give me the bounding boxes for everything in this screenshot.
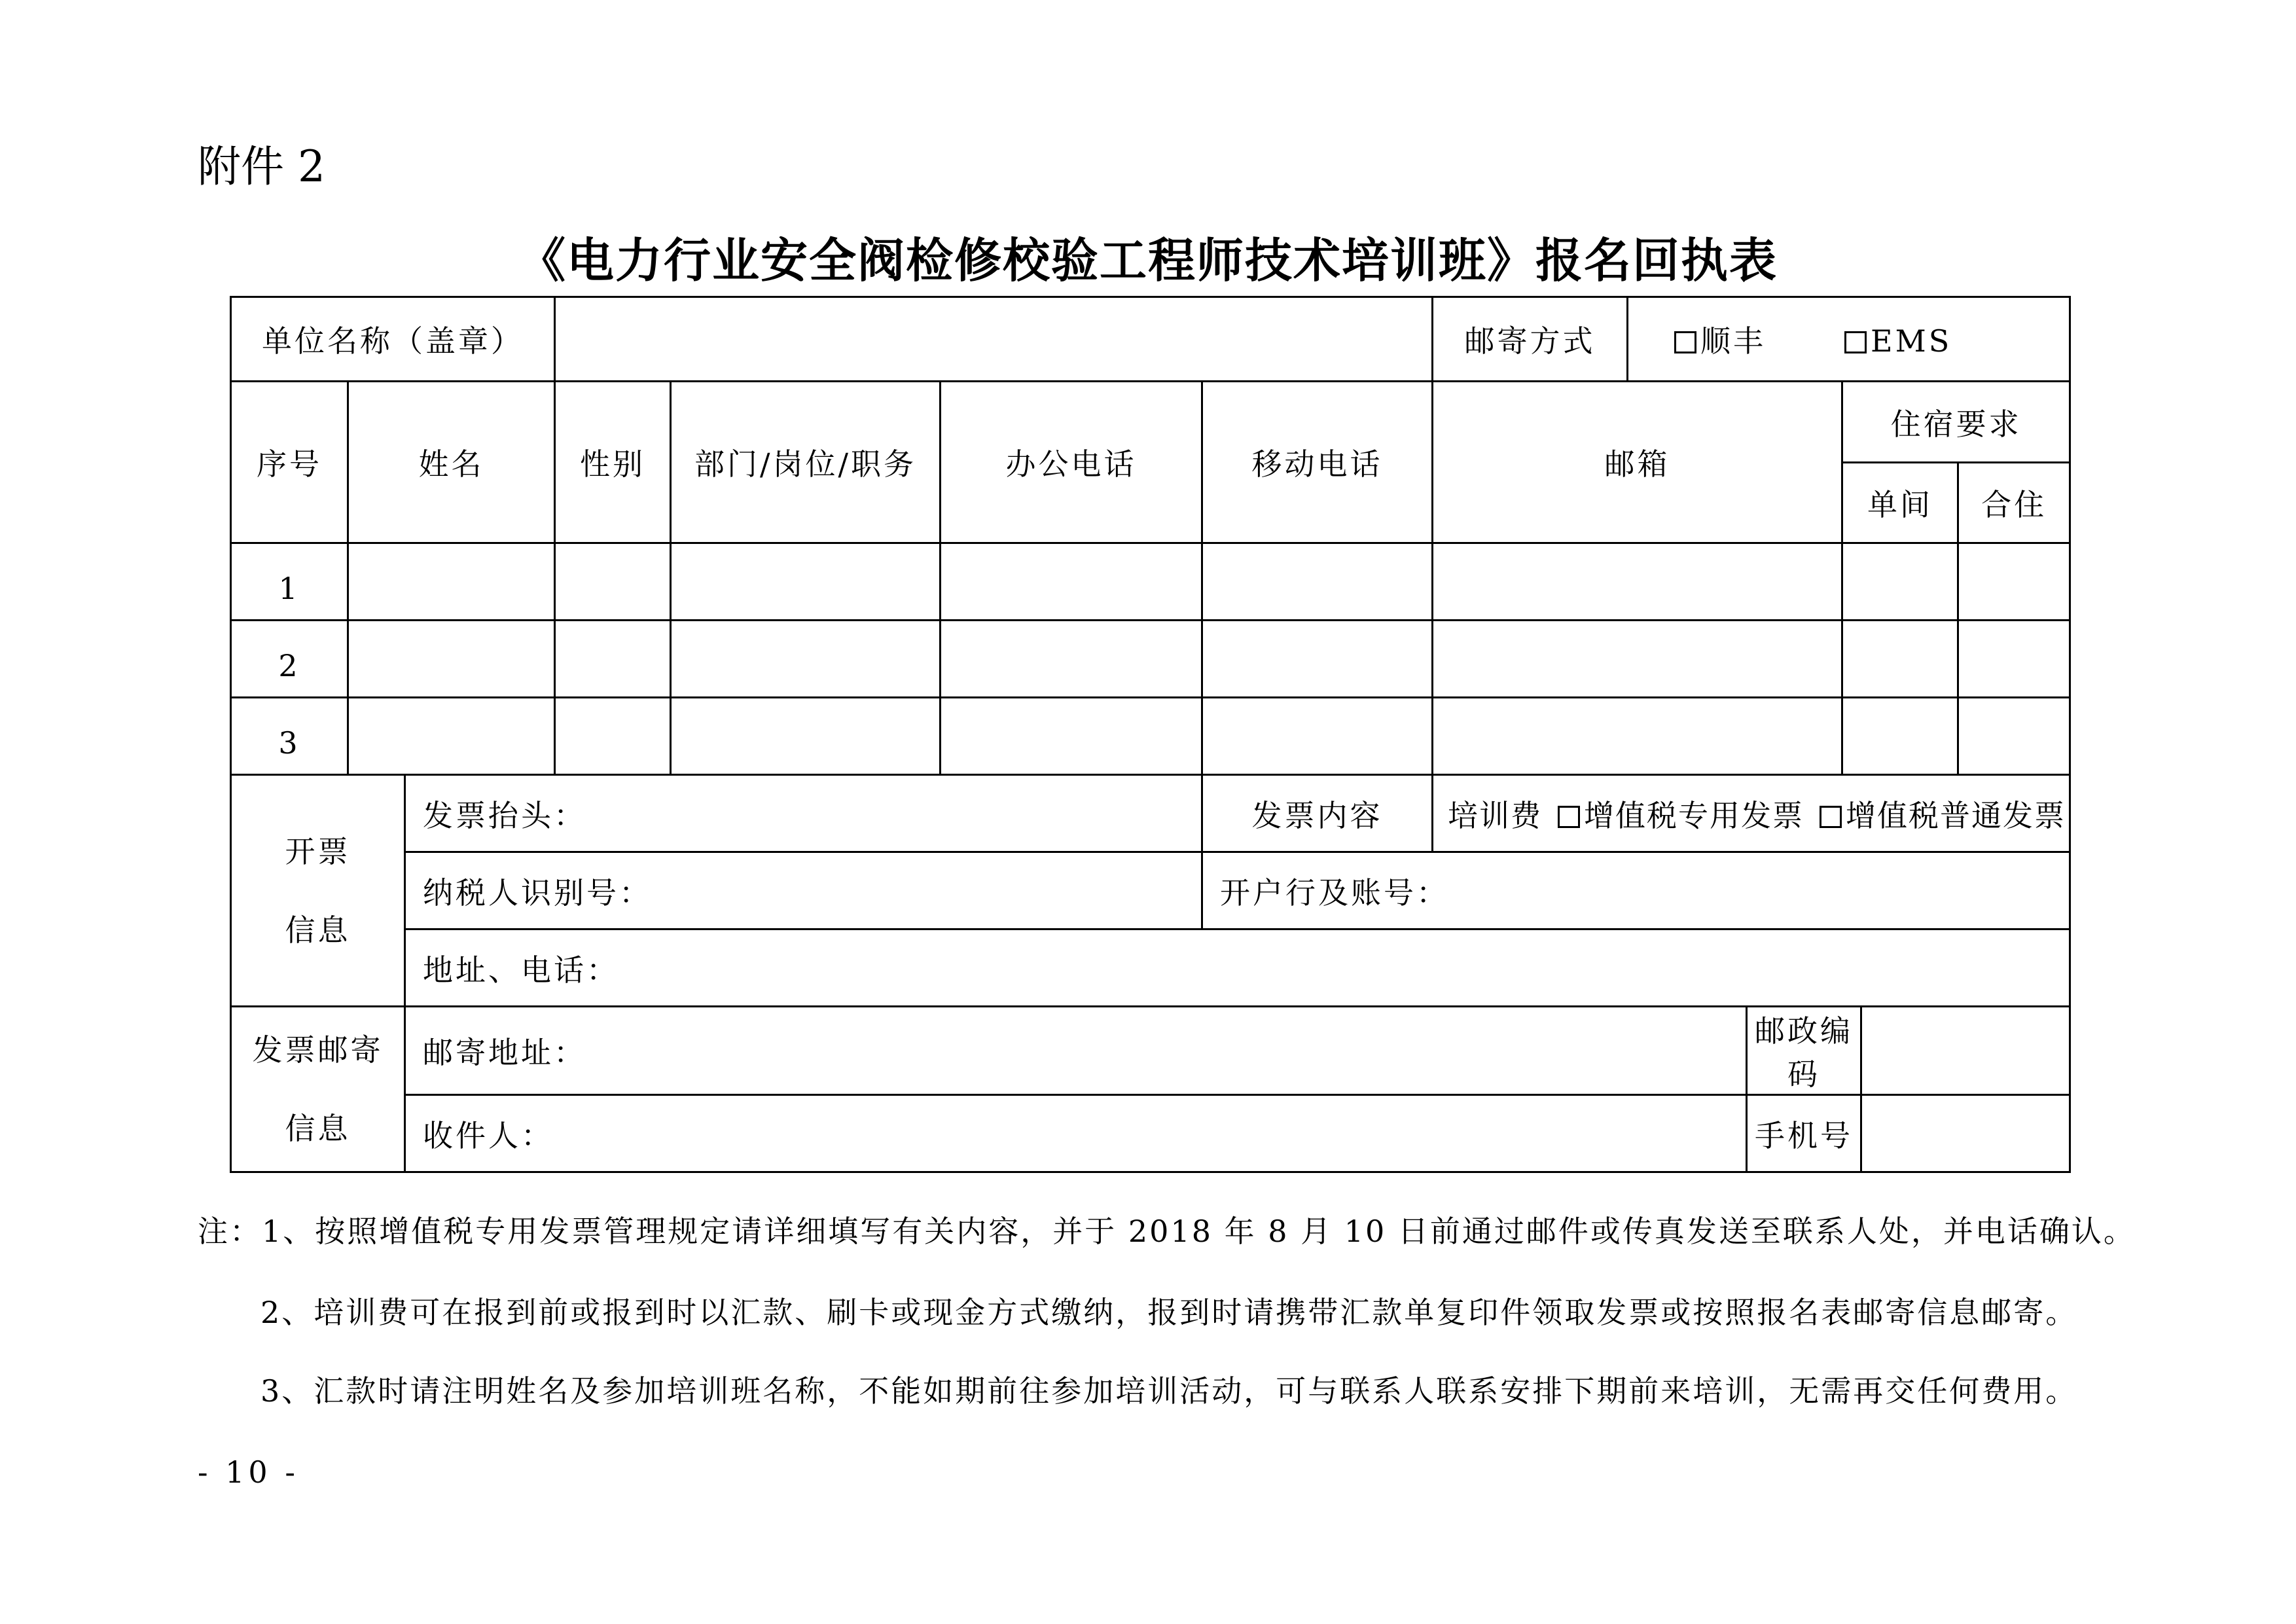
mailing-section-label: 发票邮寄 信息	[231, 1007, 405, 1172]
note-2: 2、培训费可在报到前或报到时以汇款、刷卡或现金方式缴纳，报到时请携带汇款单复印件领取发票或按照报名表邮寄信息邮寄。	[260, 1295, 2078, 1330]
header-name: 姓名	[348, 382, 555, 543]
row-mobile-input[interactable]	[1202, 698, 1433, 775]
table-row	[231, 621, 2070, 698]
attachment-label: 附件 2	[198, 141, 325, 192]
page-number: - 10 -	[198, 1454, 299, 1490]
row-seq: 1	[231, 543, 348, 621]
mail-option-shunfeng[interactable]: 顺丰	[1674, 323, 1766, 359]
bank-account-field[interactable]: 开户行及账号：	[1202, 852, 2070, 929]
row-email-input[interactable]	[1433, 698, 1842, 775]
header-single-room: 单间	[1842, 463, 1958, 543]
header-seq: 序号	[231, 382, 348, 543]
address-phone-field[interactable]: 地址、电话：	[405, 929, 2070, 1007]
row-dept-input[interactable]	[671, 543, 941, 621]
header-dept: 部门/岗位/职务	[671, 382, 941, 543]
row-office-phone-input[interactable]	[941, 698, 1202, 775]
postcode-label: 邮政编码	[1747, 1007, 1861, 1095]
header-lodging: 住宿要求	[1842, 382, 2070, 463]
invoice-option-special[interactable]: 增值税专用发票	[1558, 798, 1804, 833]
row-shared-input[interactable]	[1958, 621, 2070, 698]
mail-method-label: 邮寄方式	[1433, 297, 1628, 382]
checkbox-shunfeng[interactable]	[1674, 331, 1696, 353]
invoice-content-label: 发票内容	[1202, 775, 1433, 852]
form-title: 《电力行业安全阀检修校验工程师技术培训班》报名回执表	[518, 232, 1778, 288]
row-dept-input[interactable]	[671, 698, 941, 775]
row-single-input[interactable]	[1842, 698, 1958, 775]
table-row	[231, 698, 2070, 775]
row-seq: 2	[231, 621, 348, 698]
invoice-header-field[interactable]: 发票抬头：	[405, 775, 1202, 852]
invoice-section-label: 开票 信息	[231, 775, 405, 1007]
row-shared-input[interactable]	[1958, 698, 2070, 775]
tax-id-field[interactable]: 纳税人识别号：	[405, 852, 1202, 929]
row-name-input[interactable]	[348, 621, 555, 698]
mail-option-ems[interactable]: EMS	[1844, 323, 1952, 359]
row-gender-input[interactable]	[555, 621, 671, 698]
mailing-address-field[interactable]: 邮寄地址：	[405, 1007, 1747, 1095]
row-email-input[interactable]	[1433, 543, 1842, 621]
table-row	[231, 543, 2070, 621]
header-mobile: 移动电话	[1202, 382, 1433, 543]
registration-form	[230, 296, 2071, 1173]
row-single-input[interactable]	[1842, 543, 1958, 621]
recipient-field[interactable]: 收件人：	[405, 1095, 1747, 1172]
unit-name-input[interactable]	[555, 297, 1433, 382]
header-gender: 性别	[555, 382, 671, 543]
row-name-input[interactable]	[348, 543, 555, 621]
row-mobile-input[interactable]	[1202, 543, 1433, 621]
row-shared-input[interactable]	[1958, 543, 2070, 621]
mail-method-options	[1628, 297, 2070, 382]
invoice-option-normal[interactable]: 增值税普通发票	[1820, 798, 2066, 833]
row-name-input[interactable]	[348, 698, 555, 775]
row-dept-input[interactable]	[671, 621, 941, 698]
header-office-phone: 办公电话	[941, 382, 1202, 543]
row-gender-input[interactable]	[555, 698, 671, 775]
header-shared-room: 合住	[1958, 463, 2070, 543]
row-office-phone-input[interactable]	[941, 621, 1202, 698]
checkbox-special-invoice[interactable]	[1558, 806, 1580, 828]
row-email-input[interactable]	[1433, 621, 1842, 698]
row-office-phone-input[interactable]	[941, 543, 1202, 621]
unit-name-label: 单位名称（盖章）	[231, 297, 555, 382]
row-single-input[interactable]	[1842, 621, 1958, 698]
note-1: 注：1、按照增值税专用发票管理规定请详细填写有关内容，并于 2018 年 8 月 10 日前通过邮件或传真发送至联系人处，并电话确认。	[198, 1214, 2136, 1249]
checkbox-normal-invoice[interactable]	[1820, 806, 1842, 828]
invoice-content-options: 培训费 增值税专用发票 增值税普通发票	[1433, 775, 2070, 852]
header-email: 邮箱	[1433, 382, 1842, 543]
recipient-mobile-label: 手机号	[1747, 1095, 1861, 1172]
row-seq: 3	[231, 698, 348, 775]
postcode-input[interactable]	[1861, 1007, 2070, 1095]
checkbox-ems[interactable]	[1844, 331, 1867, 353]
recipient-mobile-input[interactable]	[1861, 1095, 2070, 1172]
row-mobile-input[interactable]	[1202, 621, 1433, 698]
row-gender-input[interactable]	[555, 543, 671, 621]
note-3: 3、汇款时请注明姓名及参加培训班名称，不能如期前往参加培训活动，可与联系人联系安排下期前来培训，无需再交任何费用。	[260, 1373, 2078, 1409]
